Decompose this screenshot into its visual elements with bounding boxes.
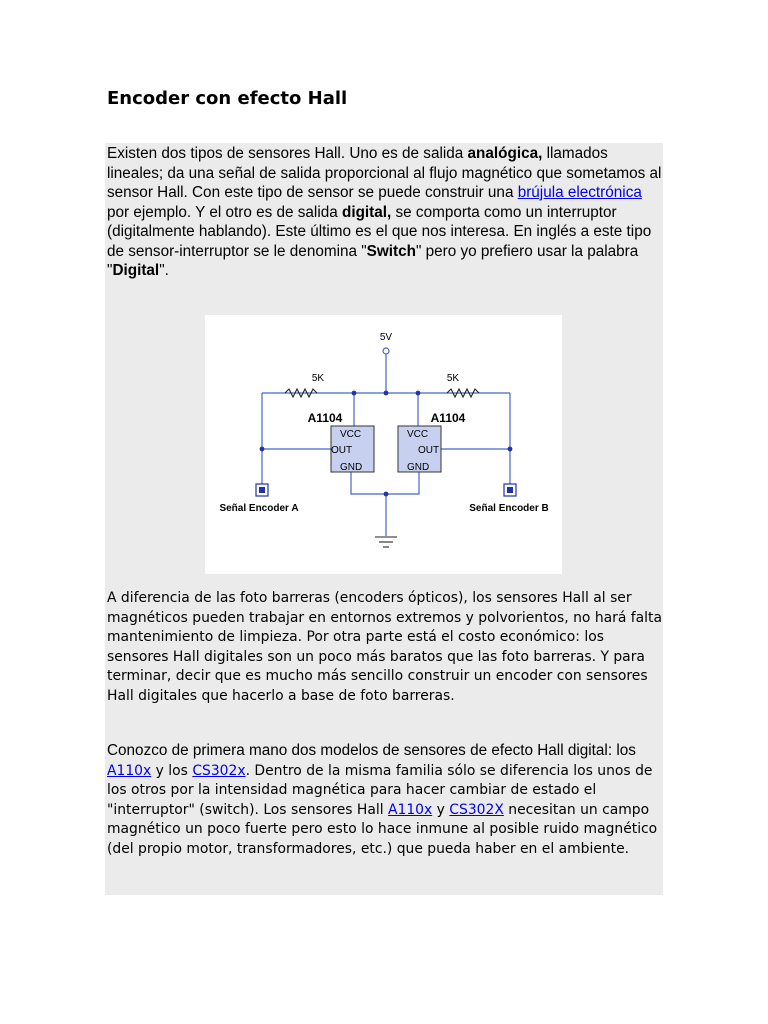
- pin-out-left: OUT: [331, 445, 353, 456]
- pin-vcc-left: VCC: [340, 429, 362, 440]
- text-run: Conozco de primera mano dos modelos de sensores de efecto Hall digital: los: [107, 742, 636, 759]
- text-run: . Dentro de la misma familia sólo se diferencia los unos de los otros por la intensidad magnética para hacer cambiar de estado el "interruptor" (switch). Los sensores Hall: [107, 762, 653, 818]
- label-resistor-right: 5K: [446, 373, 460, 384]
- label-chip-right: A1104: [430, 411, 466, 425]
- text-run: se comporta como un interruptor (digitalmente hablando). Este último es el que nos interesa. En inglés a este tipo de sensor-interruptor se le denomina ": [107, 203, 652, 260]
- text-run: " pero yo prefiero usar la palabra ": [107, 242, 639, 279]
- circuit-svg: [205, 315, 562, 574]
- bold-analogica: analógica,: [467, 145, 543, 162]
- text-run: ".: [159, 262, 169, 279]
- link-a110x[interactable]: A110x: [107, 762, 152, 779]
- junction: [384, 391, 389, 396]
- bold-switch: Switch: [366, 242, 416, 260]
- text-run: y: [432, 801, 450, 818]
- label-chip-left: A1104: [307, 411, 343, 425]
- terminal-a-inner: [259, 487, 265, 493]
- bold-digital: digital,: [341, 203, 392, 221]
- label-output-a: Señal Encoder A: [219, 503, 299, 514]
- label-resistor-left: 5K: [311, 373, 325, 384]
- text-run: necesitan un campo magnético un poco fuerte pero esto lo hace inmune al posible ruido magnético (del propio motor, transformadores, etc.) que pueda haber en el ambiente.: [107, 801, 658, 857]
- ground-symbol: [375, 537, 397, 547]
- wire-gnd-join: [351, 470, 419, 494]
- article-body: [105, 143, 663, 895]
- text-run: Existen dos tipos de sensores Hall. Uno es de salida: [107, 145, 468, 162]
- bold-digital-word: Digital: [112, 262, 160, 279]
- terminal-b-inner: [507, 487, 513, 493]
- paragraph-advantages: A diferencia de las foto barreras (encoders ópticos), los sensores Hall al ser magnéticos pueden trabajar en entornos extremos y polvorientos, no hará falta mantenimiento de limpieza. Por otra parte está el costo económico: los sensores Hall digitales son un poco más baratos que las foto barreras. Y para terminar, decir que es mucho más sencillo construir un encoder con sensores Hall digitales que hacerlo a base de foto barreras.: [107, 590, 662, 704]
- label-output-b: Señal Encoder B: [469, 503, 549, 514]
- junction: [384, 492, 389, 497]
- junction: [508, 447, 513, 452]
- page-title: Encoder con efecto Hall: [107, 88, 348, 109]
- link-brujula-electronica[interactable]: brújula electrónica: [517, 184, 642, 201]
- pin-gnd-right: GND: [407, 462, 430, 473]
- pin-vcc-right: VCC: [407, 429, 429, 440]
- supply-terminal: [383, 348, 389, 354]
- paragraph-sensor-types: [107, 144, 663, 281]
- link-cs302x-second[interactable]: CS302X: [449, 801, 504, 818]
- link-a110x-second[interactable]: A110x: [387, 801, 433, 818]
- junction: [260, 447, 265, 452]
- text-run: por ejemplo. Y el otro es de salida: [107, 203, 342, 221]
- junction: [416, 391, 421, 396]
- paragraph-models: [107, 741, 663, 860]
- text-run: llamados lineales; da una señal de salida proporcional al flujo magnético que sometamos al sensor Hall. Con este tipo de sensor se puede construir una: [107, 145, 662, 201]
- pin-out-right: OUT: [418, 445, 440, 456]
- pin-gnd-left: GND: [340, 462, 363, 473]
- label-5v: 5V: [379, 332, 393, 343]
- text-run: y los: [151, 762, 193, 779]
- link-cs302x[interactable]: CS302x: [192, 762, 246, 779]
- circuit-diagram: [205, 315, 562, 574]
- junction: [352, 391, 357, 396]
- junction-dots: [260, 391, 513, 497]
